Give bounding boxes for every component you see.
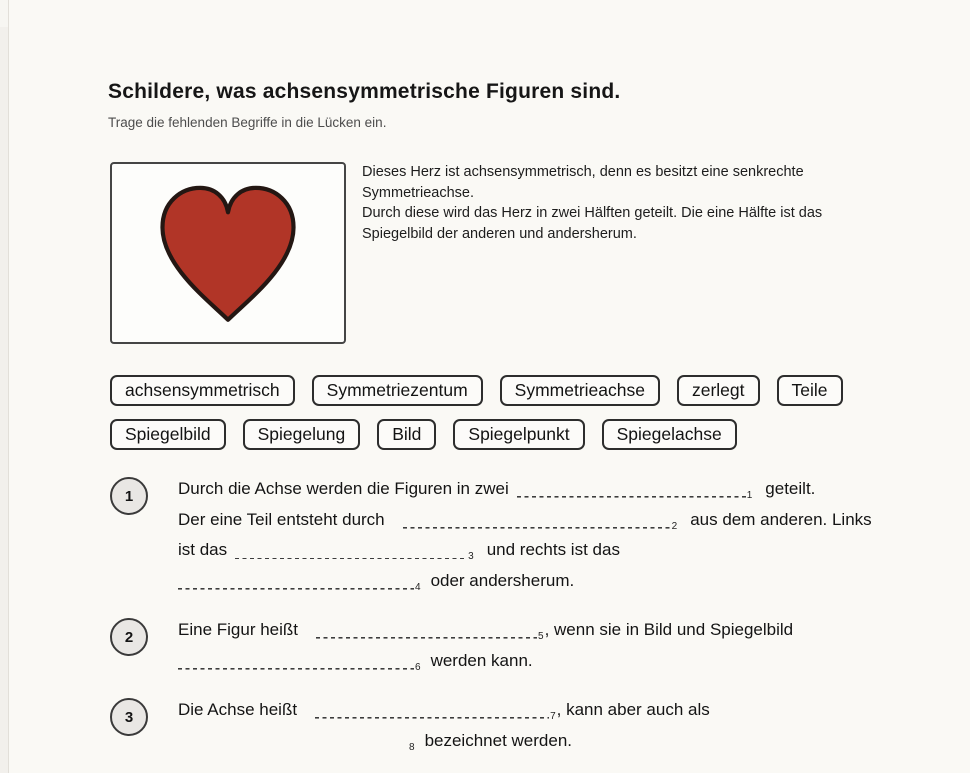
instructions-text: Trage die fehlenden Begriffe in die Lücken ein. [108, 115, 387, 130]
question-line [178, 510, 872, 541]
question-3-text [178, 700, 710, 761]
question-text: Der eine Teil entsteht durch [178, 509, 385, 529]
question-text: werden kann. [430, 650, 533, 670]
blank-6-number: 6 [415, 661, 421, 673]
question-line [178, 479, 872, 510]
question-text: Eine Figur heißt [178, 620, 298, 639]
word-chip-achsensymmetrisch[interactable]: achsensymmetrisch [110, 375, 295, 406]
blank-7[interactable] [315, 705, 549, 719]
question-text: , wenn sie in Bild und Spiegelbild [544, 620, 794, 639]
word-bank-row-1 [110, 375, 843, 406]
question-3-number [110, 698, 148, 736]
blank-5-number: 5 [538, 631, 544, 642]
question-1-number [110, 477, 148, 515]
example-description [362, 162, 880, 244]
question-line [178, 571, 872, 602]
blank-4[interactable] [178, 576, 414, 590]
blank-5[interactable] [316, 625, 537, 639]
question-text: ist das [178, 540, 228, 560]
question-text: geteilt. [765, 479, 816, 498]
word-chip-spiegelung[interactable]: Spiegelung [243, 419, 361, 450]
word-bank-row-2 [110, 419, 737, 450]
blank-2[interactable] [403, 515, 671, 529]
question-line [178, 700, 710, 731]
blank-3-number: 3 [468, 551, 474, 563]
question-text: , kann aber auch als [556, 700, 710, 719]
word-chip-spiegelachse[interactable]: Spiegelachse [602, 419, 737, 450]
question-line [178, 620, 793, 651]
question-2-number [110, 618, 148, 656]
blank-1[interactable] [517, 484, 746, 498]
example-paragraph-2: Durch diese wird das Herz in zwei Hälften geteilt. Die eine Hälfte ist das Spiegelbild der anderen und andersherum. [362, 205, 823, 242]
question-text: bezeichnet werden. [424, 730, 572, 750]
page-title: Schildere, was achsensymmetrische Figuren sind. [108, 80, 621, 103]
question-line [178, 540, 872, 571]
question-line [178, 731, 710, 762]
word-chip-symmetriezentum[interactable]: Symmetriezentum [312, 375, 483, 406]
word-chip-teile[interactable]: Teile [777, 375, 843, 406]
question-number-label: 2 [124, 628, 134, 646]
question-text: aus dem anderen. Links [690, 509, 872, 529]
question-line [178, 651, 793, 682]
question-number-label: 3 [124, 708, 134, 726]
word-chip-symmetrieachse[interactable]: Symmetrieachse [500, 375, 660, 406]
heart-icon [144, 174, 312, 332]
word-chip-zerlegt[interactable]: zerlegt [677, 375, 760, 406]
question-text: oder andersherum. [430, 570, 575, 590]
word-chip-spiegelbild[interactable]: Spiegelbild [110, 419, 226, 450]
question-number-label: 1 [124, 487, 134, 505]
question-2-text [178, 620, 793, 681]
example-paragraph-1: Dieses Herz ist achsensymmetrisch, denn es besitzt eine senkrechte Symmetrieachse. [362, 164, 804, 201]
example-image-frame [110, 162, 346, 344]
question-text: und rechts ist das [486, 540, 620, 560]
blank-3[interactable] [235, 545, 467, 559]
question-text: Die Achse heißt [178, 700, 298, 719]
blank-7-number: 7 [550, 711, 556, 722]
word-chip-spiegelpunkt[interactable]: Spiegelpunkt [453, 419, 584, 450]
question-1-text [178, 479, 872, 601]
blank-4-number: 4 [415, 581, 421, 593]
blank-2-number: 2 [671, 520, 678, 532]
question-text: Durch die Achse werden die Figuren in zwei [178, 479, 509, 498]
blank-8-number: 8 [409, 741, 415, 753]
blank-6[interactable] [178, 656, 414, 670]
word-chip-bild[interactable]: Bild [377, 419, 436, 450]
blank-1-number: 1 [746, 490, 753, 501]
